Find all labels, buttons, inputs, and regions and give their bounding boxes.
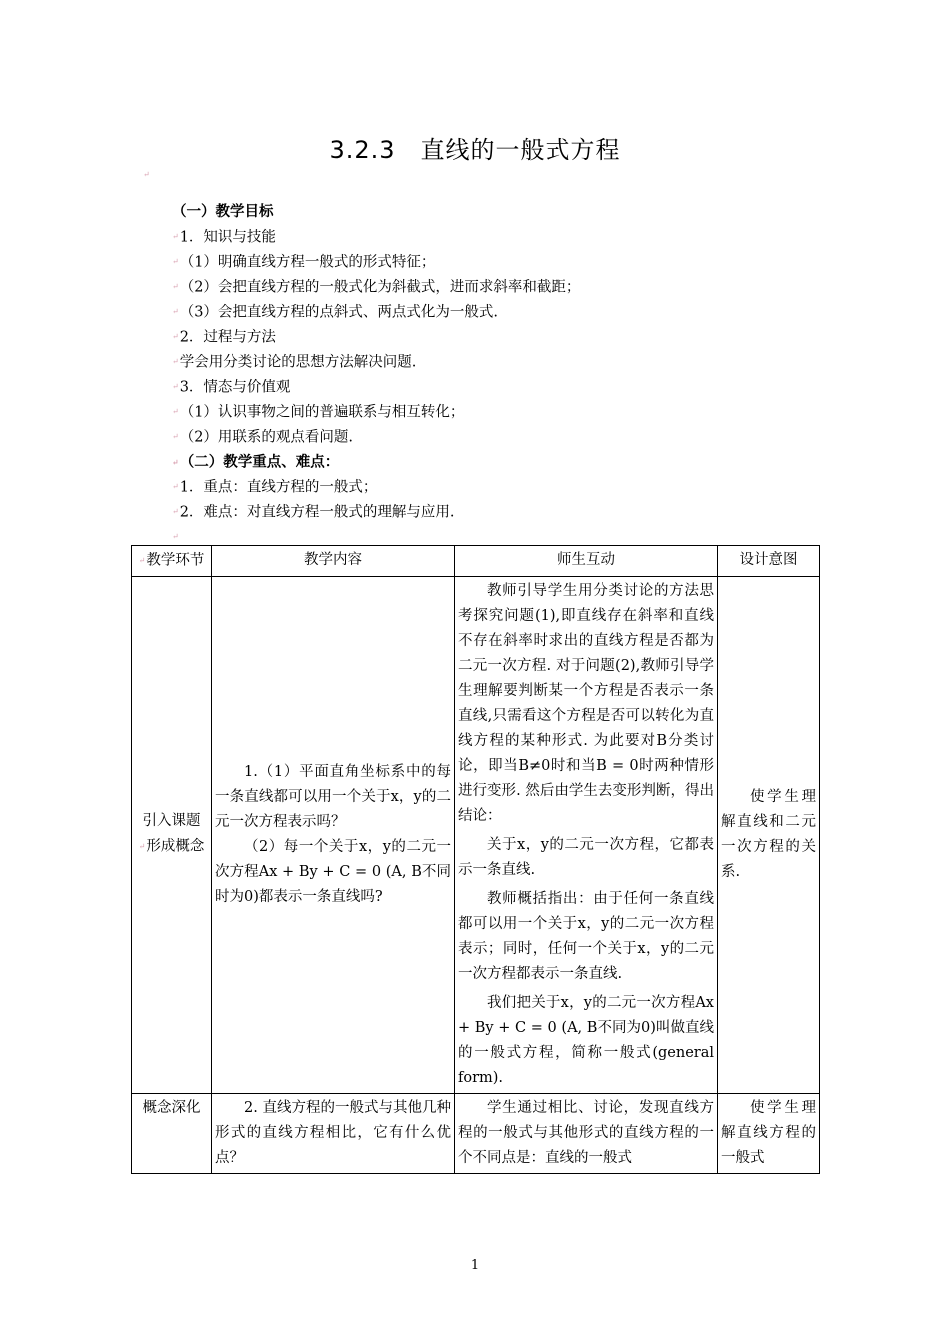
paragraph-mark: ↵ xyxy=(172,532,179,542)
page-title: 3.2.3 直线的一般式方程 xyxy=(329,136,621,164)
stage-cell: 引入课题 ↵形成概念 xyxy=(132,576,212,1093)
table-row xyxy=(132,576,820,1093)
intent-cell: 使学生理解直线和二元一次方程的关系. xyxy=(718,576,820,1093)
interaction-cell: 学生通过相比、讨论，发现直线方程的一般式与其他形式的直线方程的一个不同点是：直线的一般式 xyxy=(455,1093,718,1173)
page-number: 1 xyxy=(470,1258,480,1273)
header-cell-interaction: 师生互动 xyxy=(455,546,718,577)
header-cell-intent: 设计意图 xyxy=(718,546,820,577)
lesson-table xyxy=(131,545,820,1174)
section-heading-key-points: ↵（二）教学重点、难点： xyxy=(172,453,340,471)
goal-item: ↵2．过程与方法 xyxy=(172,329,276,346)
key-point-item: ↵2．难点：对直线方程一般式的理解与应用. xyxy=(172,504,455,521)
paragraph-mark: ↵ xyxy=(143,170,150,179)
teaching-goals xyxy=(172,200,580,551)
stage-cell: 概念深化 xyxy=(132,1093,212,1173)
intent-cell: 使学生理解直线方程的一般式 xyxy=(718,1093,820,1173)
interaction-cell: 教师引导学生用分类讨论的方法思考探究问题(1),即直线存在斜率和直线不存在斜率时求出的直线方程是否都为二元一次方程. 对于问题(2),教师引导学生理解要判断某一个方程是否表示一条直线,只需看这个方程是否可以转化为直线方程的某种形式. 为此要对B分类讨论，即当B≠0时和当B = 0时两种情形进行变形. 然后由学生去变形判断，得出结论： 关于x，y的二元一次方程，它都表示一条直线. 教师概括指出：由于任何一条直线都可以用一个关于x，y的二元一次方程表示；同时，任何一个关于x，y的二元一次方程都表示一条直线. 我们把关于x，y的二元一次方程Ax + By + C = 0 (A, B不同为0)叫做直线的一般式方程，简称一般式(general form). xyxy=(455,576,718,1093)
goal-item: ↵（1）认识事物之间的普遍联系与相互转化； xyxy=(172,404,465,421)
header-cell-stage: ↵教学环节 xyxy=(132,546,212,577)
content-cell: 1.（1）平面直角坐标系中的每一条直线都可以用一个关于x，y的二元一次方程表示吗？ （2）每一个关于x，y的二元一次方程Ax + By + C = 0 (A, B不同时为0)都表示一条直线吗? xyxy=(212,576,455,1093)
goal-item: ↵1．知识与技能 xyxy=(172,229,276,246)
header-cell-content: 教学内容 xyxy=(212,546,455,577)
key-point-item: ↵1．重点：直线方程的一般式； xyxy=(172,479,378,496)
goal-item: ↵（2）会把直线方程的一般式化为斜截式，进而求斜率和截距； xyxy=(172,279,581,296)
table-row xyxy=(132,1093,820,1173)
goal-item: ↵（3）会把直线方程的点斜式、两点式化为一般式. xyxy=(172,304,499,321)
section-heading-goals: （一）教学目标 xyxy=(172,203,274,220)
goal-item: ↵3．情态与价值观 xyxy=(172,379,291,396)
goal-item: ↵学会用分类讨论的思想方法解决问题. xyxy=(172,354,417,371)
content-cell: 2. 直线方程的一般式与其他几种形式的直线方程相比，它有什么优点？ xyxy=(212,1093,455,1173)
table-header-row xyxy=(132,546,820,577)
goal-item: ↵（1）明确直线方程一般式的形式特征； xyxy=(172,254,436,271)
goal-item: ↵（2）用联系的观点看问题. xyxy=(172,429,354,446)
